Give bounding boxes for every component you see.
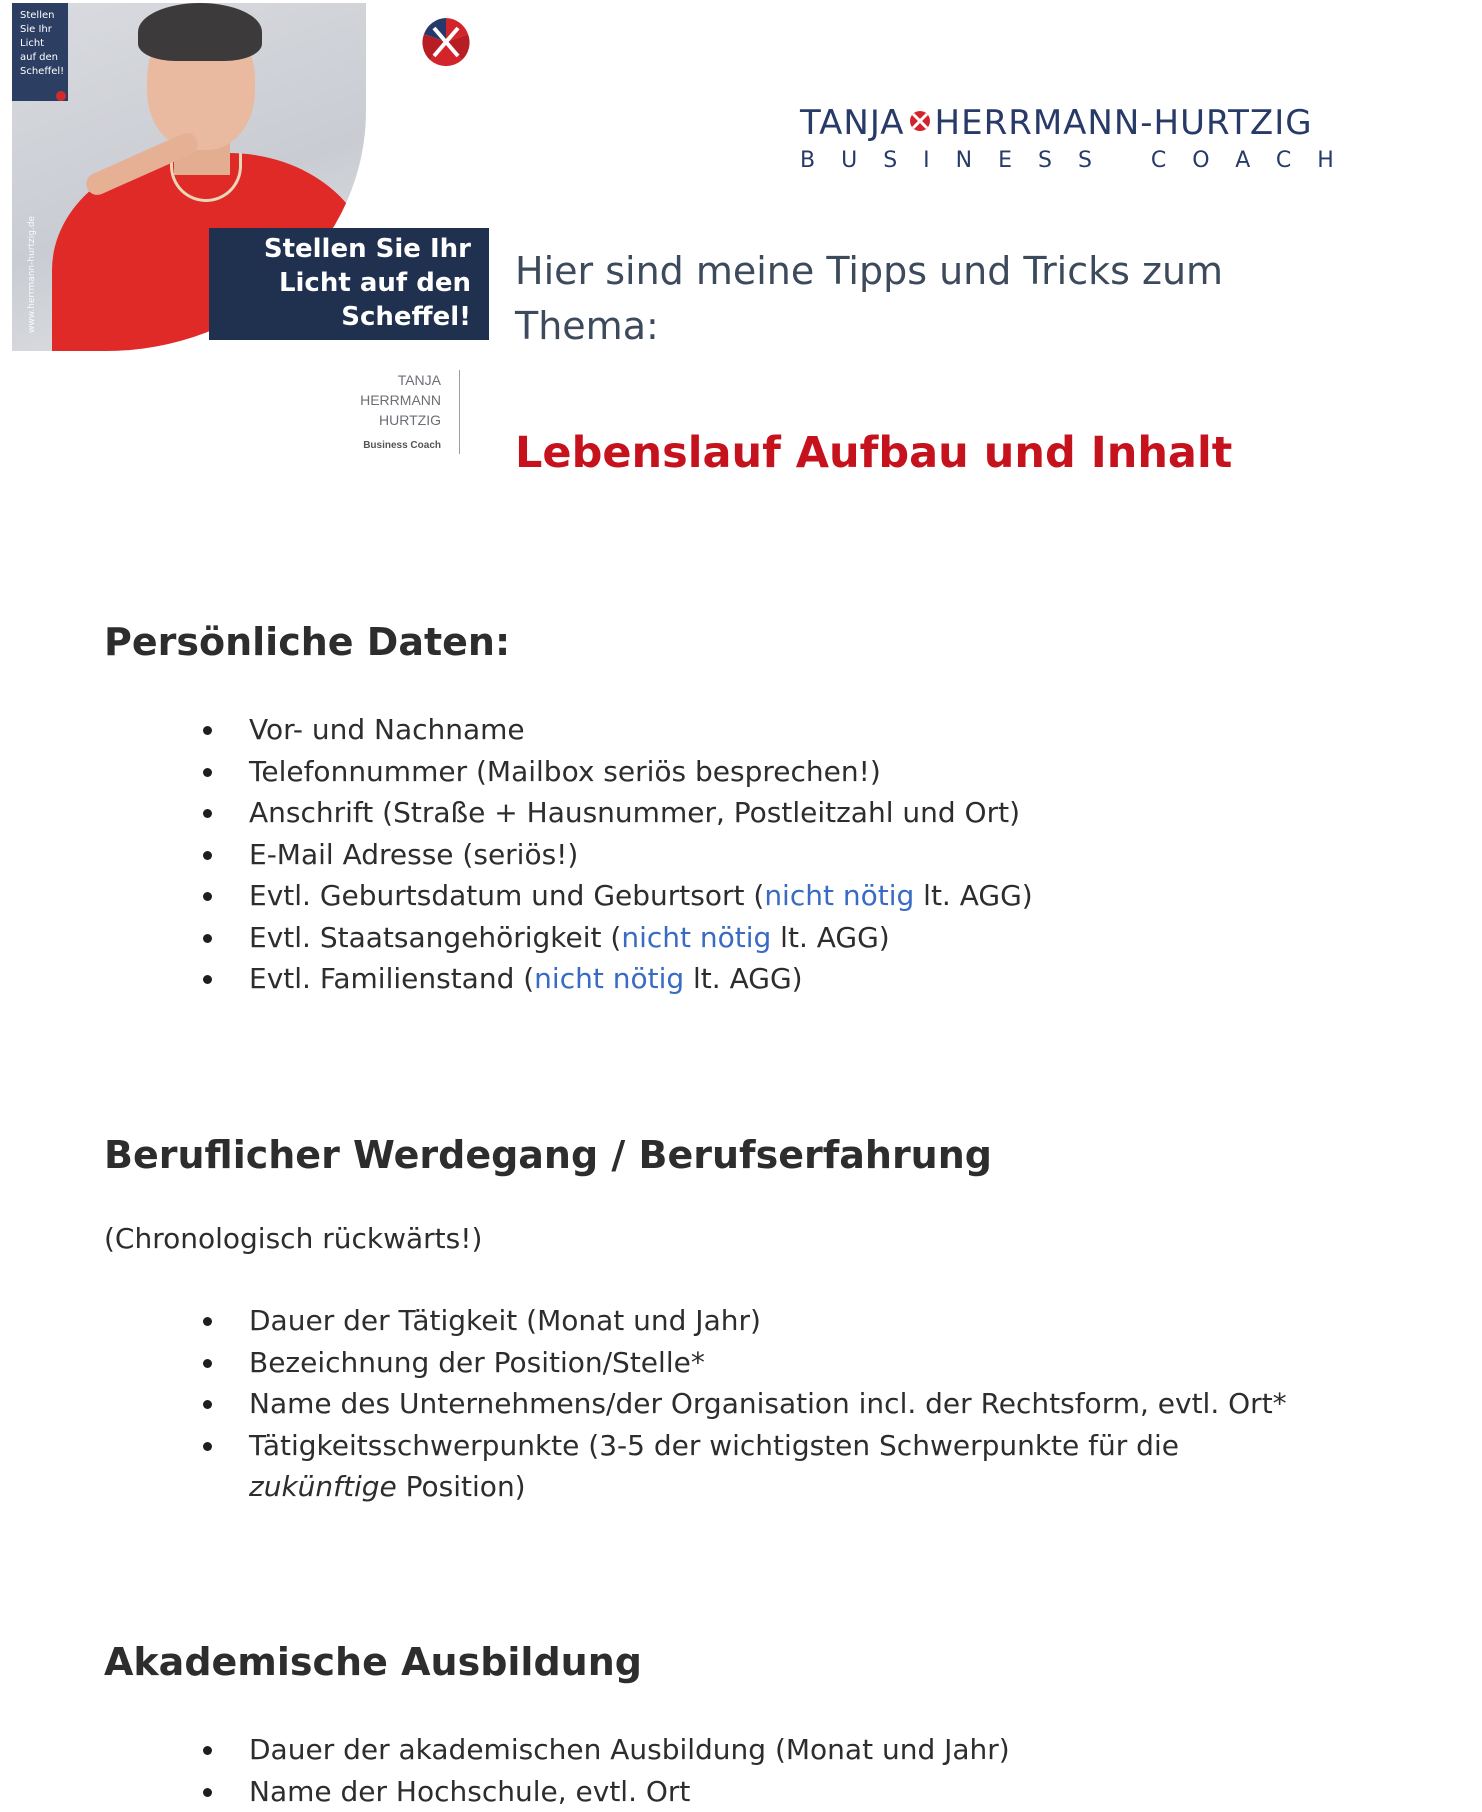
list-item: Name des Unternehmens/der Organisation incl. der Rechtsform, evtl. Ort* <box>0 1383 1400 1425</box>
book-banner <box>209 228 489 340</box>
brand-star-icon <box>909 110 931 132</box>
item-text: Evtl. Geburtsdatum und Geburtsort ( <box>249 879 764 912</box>
mini-book-line: Scheffel! <box>20 65 64 79</box>
item-text: Evtl. Staatsangehörigkeit ( <box>249 921 621 954</box>
brand-first: TANJA <box>800 103 905 143</box>
list-item: Bezeichnung der Position/Stelle* <box>0 1342 1400 1384</box>
list-item: Anschrift (Straße + Hausnummer, Postleitzahl und Ort) <box>0 792 1400 834</box>
portrait-hair <box>138 3 262 61</box>
photo-url: www.herrmann-hurtzig.de <box>27 193 41 333</box>
list-item: Telefonnummer (Mailbox seriös besprechen!) <box>0 751 1400 793</box>
mini-logo-sub: Business Coach <box>340 436 441 456</box>
list-item: Name der Hochschule, evtl. Ort <box>0 1771 1400 1812</box>
item-text: lt. AGG) <box>771 921 889 954</box>
list-item <box>0 958 1400 1000</box>
section-title-personal: Persönliche Daten: <box>104 620 1304 664</box>
personal-list <box>0 709 1400 1000</box>
emphasis-text: zukünftige <box>249 1470 397 1503</box>
brand-logo <box>800 102 1320 173</box>
section-title-academic: Akademische Ausbildung <box>104 1640 1304 1684</box>
career-note: (Chronologisch rückwärts!) <box>104 1222 482 1255</box>
mini-book-line: Stellen <box>20 9 64 23</box>
brand-subtitle: BUSINESS COACH <box>800 148 1320 173</box>
list-item <box>0 917 1400 959</box>
item-text: Evtl. Familienstand ( <box>249 962 534 995</box>
career-list <box>0 1300 1400 1508</box>
not-required-note: nicht nötig <box>534 962 684 995</box>
section-title-career: Beruflicher Werdegang / Berufserfahrung <box>104 1133 1304 1177</box>
brand-shield-icon <box>418 14 474 70</box>
page-title: Lebenslauf Aufbau und Inhalt <box>515 428 1415 478</box>
mini-logo <box>340 370 460 454</box>
banner-line: Scheffel! <box>219 300 471 334</box>
academic-list <box>0 1729 1400 1812</box>
item-text: Position) <box>397 1470 526 1503</box>
item-text: Tätigkeitsschwerpunkte (3-5 der wichtigsten Schwerpunkte für die <box>249 1429 1179 1462</box>
list-item <box>0 1425 1309 1508</box>
mini-book-line: auf den <box>20 51 64 65</box>
item-text: lt. AGG) <box>684 962 802 995</box>
mini-logo-line: HURTZIG <box>340 410 441 430</box>
not-required-note: nicht nötig <box>764 879 914 912</box>
intro-text: Hier sind meine Tipps und Tricks zum Thema: <box>515 244 1275 354</box>
list-item <box>0 875 1400 917</box>
mini-book-line: Sie Ihr <box>20 23 64 37</box>
mini-logo-line: TANJA <box>340 370 441 390</box>
list-item: Dauer der Tätigkeit (Monat und Jahr) <box>0 1300 1400 1342</box>
brand-last: HERRMANN-HURTZIG <box>935 103 1313 143</box>
mini-book-cover <box>12 3 68 101</box>
list-item: Vor- und Nachname <box>0 709 1400 751</box>
not-required-note: nicht nötig <box>621 921 771 954</box>
banner-line: Licht auf den <box>219 266 471 300</box>
mini-book-line: Licht <box>20 37 64 51</box>
item-text: lt. AGG) <box>914 879 1032 912</box>
banner-line: Stellen Sie Ihr <box>219 232 471 266</box>
list-item: Dauer der akademischen Ausbildung (Monat und Jahr) <box>0 1729 1400 1771</box>
mini-book-dot <box>56 91 66 101</box>
mini-logo-line: HERRMANN <box>340 390 441 410</box>
brand-name <box>800 102 1320 144</box>
list-item: E-Mail Adresse (seriös!) <box>0 834 1400 876</box>
